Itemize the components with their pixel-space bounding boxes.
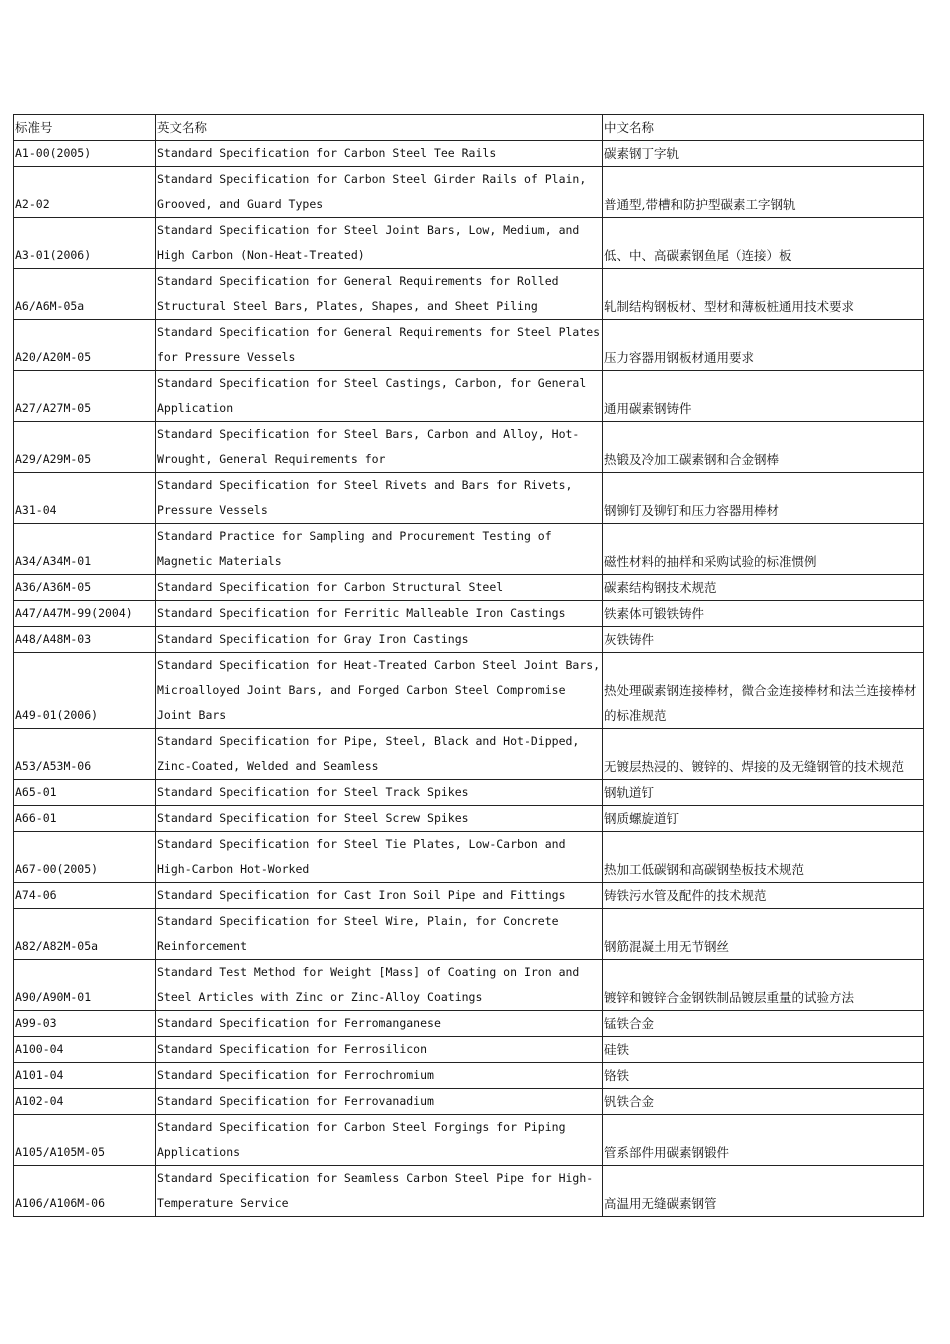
standard-code-cell: A106/A106M-06 — [14, 1166, 156, 1217]
chinese-name-cell: 镀锌和镀锌合金钢铁制品镀层重量的试验方法 — [603, 960, 924, 1011]
table-row — [14, 1115, 924, 1166]
chinese-name-cell: 硅铁 — [603, 1037, 924, 1063]
standard-code-cell: A102-04 — [14, 1089, 156, 1115]
english-name-cell: Standard Specification for Steel Screw Spikes — [156, 806, 603, 832]
english-name-cell: Standard Specification for Steel Tie Plates, Low-Carbon and High-Carbon Hot-Worked — [156, 832, 603, 883]
english-name-cell: Standard Specification for Carbon Steel Girder Rails of Plain, Grooved, and Guard Types — [156, 167, 603, 218]
table-row — [14, 1011, 924, 1037]
table-row — [14, 141, 924, 167]
standard-code-cell: A2-02 — [14, 167, 156, 218]
standard-code-cell: A48/A48M-03 — [14, 627, 156, 653]
english-name-cell: Standard Specification for Gray Iron Castings — [156, 627, 603, 653]
standard-code-cell: A100-04 — [14, 1037, 156, 1063]
chinese-name-cell: 管系部件用碳素钢锻件 — [603, 1115, 924, 1166]
english-name-cell: Standard Specification for Heat-Treated Carbon Steel Joint Bars, Microalloyed Joint Bars, and Forged Carbon Steel Compromise Joint Bars — [156, 653, 603, 729]
table-header-row — [14, 115, 924, 141]
chinese-name-cell: 无镀层热浸的、镀锌的、焊接的及无缝钢管的技术规范 — [603, 729, 924, 780]
english-name-cell: Standard Specification for General Requirements for Rolled Structural Steel Bars, Plates, Shapes, and Sheet Piling — [156, 269, 603, 320]
english-name-cell: Standard Specification for Steel Wire, Plain, for Concrete Reinforcement — [156, 909, 603, 960]
english-name-cell: Standard Specification for Carbon Structural Steel — [156, 575, 603, 601]
standard-code-cell: A74-06 — [14, 883, 156, 909]
chinese-name-cell: 灰铁铸件 — [603, 627, 924, 653]
standard-code-cell: A53/A53M-06 — [14, 729, 156, 780]
table-row — [14, 371, 924, 422]
chinese-name-cell: 锰铁合金 — [603, 1011, 924, 1037]
table-row — [14, 575, 924, 601]
chinese-name-cell: 碳素结构钢技术规范 — [603, 575, 924, 601]
chinese-name-cell: 普通型,带槽和防护型碳素工字钢轨 — [603, 167, 924, 218]
chinese-name-cell: 高温用无缝碳素钢管 — [603, 1166, 924, 1217]
standard-code-cell: A82/A82M-05a — [14, 909, 156, 960]
standard-code-cell: A47/A47M-99(2004) — [14, 601, 156, 627]
standard-code-cell: A36/A36M-05 — [14, 575, 156, 601]
standard-code-cell: A105/A105M-05 — [14, 1115, 156, 1166]
english-name-cell: Standard Specification for Ferritic Malleable Iron Castings — [156, 601, 603, 627]
chinese-name-cell: 钢质螺旋道钉 — [603, 806, 924, 832]
standard-code-cell: A34/A34M-01 — [14, 524, 156, 575]
english-name-cell: Standard Specification for Steel Track Spikes — [156, 780, 603, 806]
english-name-cell: Standard Test Method for Weight [Mass] of Coating on Iron and Steel Articles with Zinc or Zinc-Alloy Coatings — [156, 960, 603, 1011]
standard-code-cell: A6/A6M-05a — [14, 269, 156, 320]
chinese-name-cell: 热锻及冷加工碳素钢和合金钢棒 — [603, 422, 924, 473]
table-row — [14, 883, 924, 909]
standard-code-cell: A29/A29M-05 — [14, 422, 156, 473]
chinese-name-cell: 钢筋混凝土用无节钢丝 — [603, 909, 924, 960]
chinese-name-cell: 压力容器用钢板材通用要求 — [603, 320, 924, 371]
chinese-name-cell: 钢轨道钉 — [603, 780, 924, 806]
english-name-cell: Standard Specification for Cast Iron Soil Pipe and Fittings — [156, 883, 603, 909]
table-row — [14, 909, 924, 960]
chinese-name-cell: 铸铁污水管及配件的技术规范 — [603, 883, 924, 909]
header-chinese-name: 中文名称 — [603, 115, 924, 141]
chinese-name-cell: 碳素钢丁字轨 — [603, 141, 924, 167]
table-row — [14, 601, 924, 627]
standard-code-cell: A49-01(2006) — [14, 653, 156, 729]
standard-code-cell: A3-01(2006) — [14, 218, 156, 269]
table-row — [14, 832, 924, 883]
table-row — [14, 218, 924, 269]
english-name-cell: Standard Specification for Steel Castings, Carbon, for General Application — [156, 371, 603, 422]
english-name-cell: Standard Specification for Carbon Steel Forgings for Piping Applications — [156, 1115, 603, 1166]
standard-code-cell: A67-00(2005) — [14, 832, 156, 883]
header-english-name: 英文名称 — [156, 115, 603, 141]
standard-code-cell: A1-00(2005) — [14, 141, 156, 167]
english-name-cell: Standard Practice for Sampling and Procurement Testing of Magnetic Materials — [156, 524, 603, 575]
standard-code-cell: A66-01 — [14, 806, 156, 832]
english-name-cell: Standard Specification for Ferrochromium — [156, 1063, 603, 1089]
standards-table — [13, 114, 924, 1217]
table-row — [14, 627, 924, 653]
chinese-name-cell: 铬铁 — [603, 1063, 924, 1089]
table-row — [14, 653, 924, 729]
chinese-name-cell: 磁性材料的抽样和采购试验的标准惯例 — [603, 524, 924, 575]
table-row — [14, 524, 924, 575]
english-name-cell: Standard Specification for Ferromanganese — [156, 1011, 603, 1037]
english-name-cell: Standard Specification for Steel Rivets and Bars for Rivets, Pressure Vessels — [156, 473, 603, 524]
standard-code-cell: A20/A20M-05 — [14, 320, 156, 371]
table-row — [14, 422, 924, 473]
table-row — [14, 1037, 924, 1063]
standard-code-cell: A65-01 — [14, 780, 156, 806]
table-row — [14, 1063, 924, 1089]
table-row — [14, 1166, 924, 1217]
english-name-cell: Standard Specification for Steel Joint Bars, Low, Medium, and High Carbon (Non-Heat-Treated) — [156, 218, 603, 269]
english-name-cell: Standard Specification for Ferrosilicon — [156, 1037, 603, 1063]
english-name-cell: Standard Specification for Seamless Carbon Steel Pipe for High-Temperature Service — [156, 1166, 603, 1217]
table-row — [14, 269, 924, 320]
standard-code-cell: A31-04 — [14, 473, 156, 524]
english-name-cell: Standard Specification for Steel Bars, Carbon and Alloy, Hot-Wrought, General Requirements for — [156, 422, 603, 473]
table-row — [14, 960, 924, 1011]
standard-code-cell: A99-03 — [14, 1011, 156, 1037]
chinese-name-cell: 通用碳素钢铸件 — [603, 371, 924, 422]
chinese-name-cell: 热处理碳素钢连接棒材，微合金连接棒材和法兰连接棒材的标准规范 — [603, 653, 924, 729]
english-name-cell: Standard Specification for General Requirements for Steel Plates for Pressure Vessels — [156, 320, 603, 371]
english-name-cell: Standard Specification for Carbon Steel Tee Rails — [156, 141, 603, 167]
table-row — [14, 1089, 924, 1115]
table-row — [14, 780, 924, 806]
table-row — [14, 320, 924, 371]
standard-code-cell: A101-04 — [14, 1063, 156, 1089]
english-name-cell: Standard Specification for Pipe, Steel, Black and Hot-Dipped, Zinc-Coated, Welded and Seamless — [156, 729, 603, 780]
table-row — [14, 167, 924, 218]
chinese-name-cell: 热加工低碳钢和高碳钢垫板技术规范 — [603, 832, 924, 883]
chinese-name-cell: 轧制结构钢板材、型材和薄板桩通用技术要求 — [603, 269, 924, 320]
standard-code-cell: A27/A27M-05 — [14, 371, 156, 422]
table-row — [14, 806, 924, 832]
table-row — [14, 473, 924, 524]
table-row — [14, 729, 924, 780]
chinese-name-cell: 钒铁合金 — [603, 1089, 924, 1115]
chinese-name-cell: 钢铆钉及铆钉和压力容器用棒材 — [603, 473, 924, 524]
header-standard-no: 标准号 — [14, 115, 156, 141]
chinese-name-cell: 低、中、高碳素钢鱼尾（连接）板 — [603, 218, 924, 269]
standard-code-cell: A90/A90M-01 — [14, 960, 156, 1011]
standards-table-body — [14, 115, 924, 1217]
chinese-name-cell: 铁素体可锻铁铸件 — [603, 601, 924, 627]
english-name-cell: Standard Specification for Ferrovanadium — [156, 1089, 603, 1115]
